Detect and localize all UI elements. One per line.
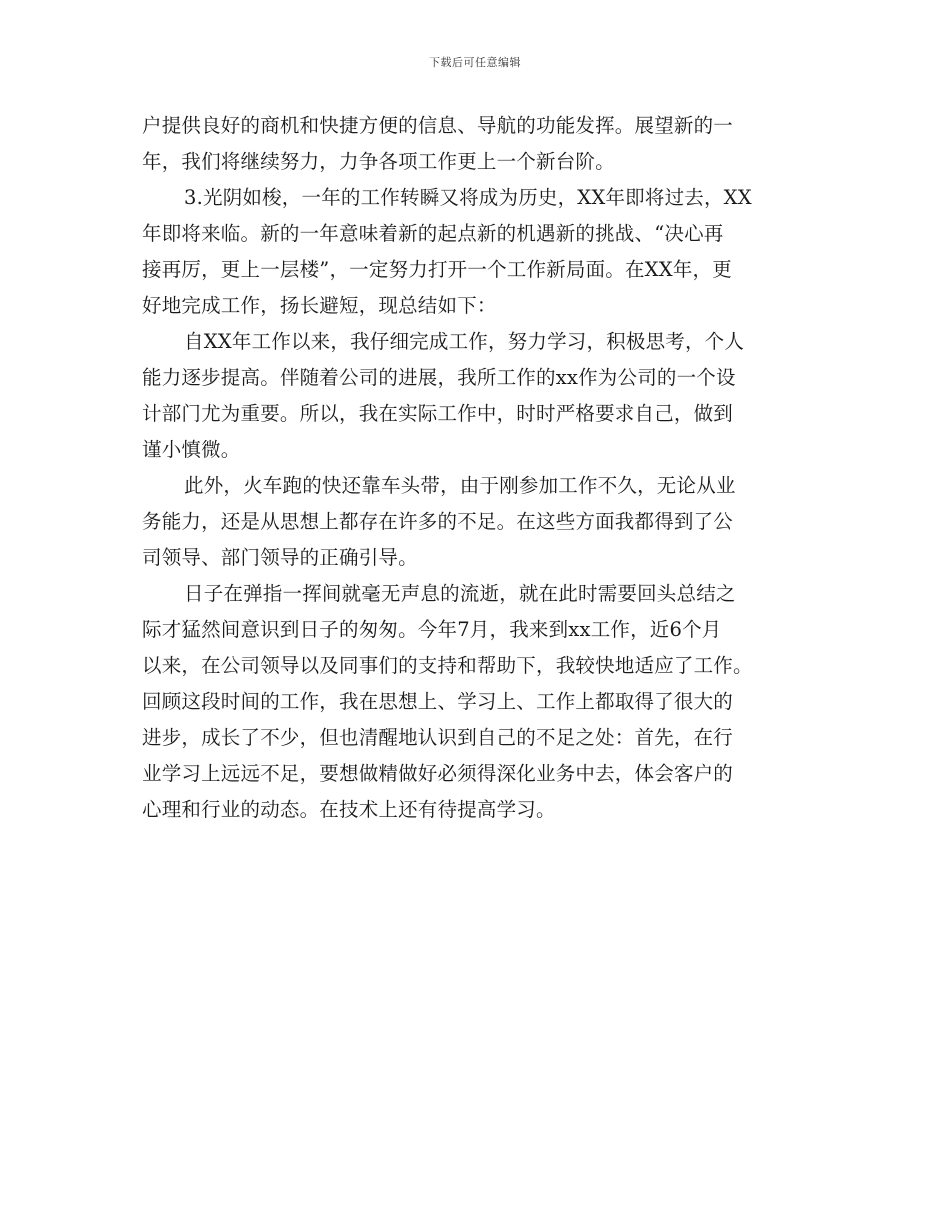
text-line: 计部门尤为重要。所以，我在实际工作中，时时严格要求自己，做到 (142, 402, 734, 425)
text-line: 日子在弹指一挥间就毫无声息的流逝，就在此时需要回头总结之 (184, 582, 736, 605)
text-line: 自XX年工作以来，我仔细完成工作，努力学习，积极思考，个人 (184, 330, 745, 353)
text-line: 户提供良好的商机和快捷方便的信息、导航的功能发挥。展望新的一 (142, 114, 734, 137)
text-line: 心理和行业的动态。在技术上还有待提高学习。 (142, 798, 556, 821)
paragraph-guidance (142, 468, 810, 576)
text-line: 3.光阴如梭，一年的工作转瞬又将成为历史，XX年即将过去，XX (184, 186, 752, 209)
text-line: 年即将来临。新的一年意味着新的起点新的机遇新的挑战、“决心再 (142, 222, 724, 245)
document-body (142, 108, 810, 828)
paragraph-item-3 (142, 180, 810, 324)
paragraph-work-since (142, 324, 810, 468)
text-line: 年，我们将继续努力，力争各项工作更上一个新台阶。 (142, 150, 615, 173)
text-line: 能力逐步提高。伴随着公司的进展，我所工作的xx作为公司的一个设 (142, 366, 736, 389)
text-line: 司领导、部门领导的正确引导。 (142, 546, 418, 569)
paragraph-continuation (142, 108, 810, 180)
text-line: 回顾这段时间的工作，我在思想上、学习上、工作上都取得了很大的 (142, 690, 734, 713)
text-line: 好地完成工作，扬长避短，现总结如下： (142, 294, 497, 317)
text-line: 业学习上远远不足，要想做精做好必须得深化业务中去，体会客户的 (142, 762, 734, 785)
text-line: 接再厉，更上一层楼”，一定努力打开一个工作新局面。在XX年，更 (142, 258, 732, 281)
paragraph-review (142, 576, 810, 828)
text-line: 进步，成长了不少，但也清醒地认识到自己的不足之处：首先，在行 (142, 726, 734, 749)
text-line: 此外，火车跑的快还靠车头带，由于刚参加工作不久，无论从业 (184, 474, 736, 497)
text-line: 际才猛然间意识到日子的匆匆。今年7月，我来到xx工作，近6个月 (142, 618, 722, 641)
text-line: 谨小慎微。 (142, 438, 241, 461)
text-line: 以来，在公司领导以及同事们的支持和帮助下，我较快地适应了工作。 (142, 654, 753, 677)
page-header: 下载后可任意编辑 (429, 56, 521, 69)
text-line: 务能力，还是从思想上都存在许多的不足。在这些方面我都得到了公 (142, 510, 734, 533)
